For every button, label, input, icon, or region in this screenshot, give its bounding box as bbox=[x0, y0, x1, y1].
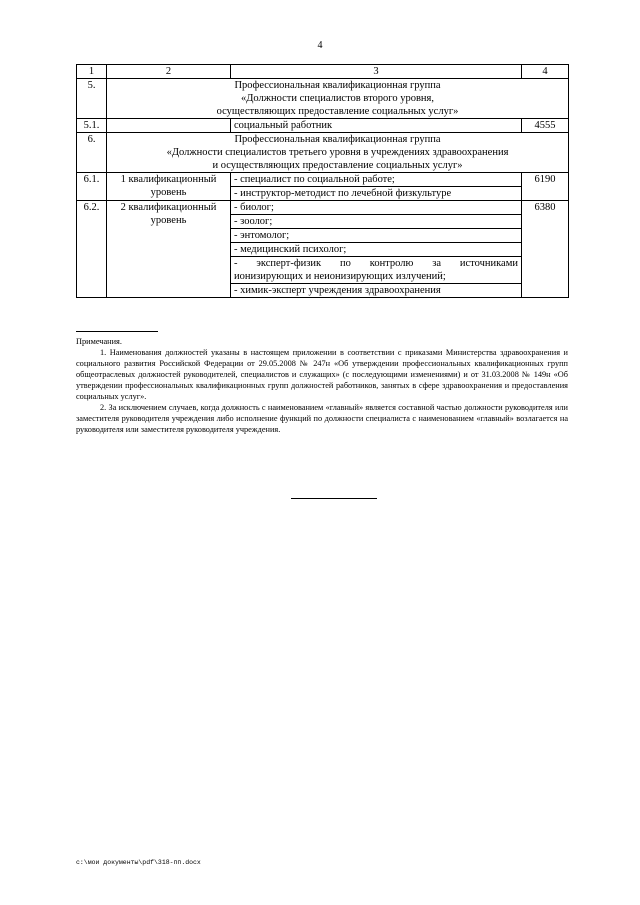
header-cell: 2 bbox=[107, 65, 231, 79]
note-paragraph: 2. За исключением случаев, когда должность с наименованием «главный» является составной частью должности руководителя или заместителя руководителя учреждения либо исполнение функций по должности специалиста с наименованием «главный» возлагается на руководителя или заместителя руководителя учреждения. bbox=[76, 403, 568, 434]
row-number: 6.2. bbox=[77, 201, 107, 298]
salary-cell: 6190 bbox=[522, 173, 569, 201]
position-line: - эксперт-физик по контролю за источниками bbox=[231, 256, 521, 270]
position-line: - биолог; bbox=[234, 202, 274, 213]
position-cell bbox=[231, 173, 522, 201]
level-cell bbox=[107, 119, 231, 133]
position-line: - инструктор-методист по лечебной физкультуре bbox=[231, 186, 521, 200]
position-line: - зоолог; bbox=[231, 214, 521, 228]
level-cell: 2 квалификационный уровень bbox=[107, 201, 231, 298]
group-title-line: «Должности специалистов третьего уровня в учреждениях здравоохранения bbox=[166, 147, 509, 158]
position-line: ионизирующих и неионизирующих излучений; bbox=[234, 271, 446, 282]
group-title bbox=[107, 133, 569, 173]
position-cell bbox=[231, 201, 522, 298]
group-title-line: Профессиональная квалификационная группа bbox=[234, 80, 441, 91]
qualification-table bbox=[76, 64, 569, 298]
position-line: - химик-эксперт учреждения здравоохранения bbox=[231, 283, 521, 297]
position-cell: социальный работник bbox=[231, 119, 522, 133]
group-title-line: осуществляющих предоставление социальных услуг» bbox=[216, 106, 459, 117]
row-number: 5.1. bbox=[77, 119, 107, 133]
row-number: 6. bbox=[77, 133, 107, 173]
note-paragraph: 1. Наименования должностей указаны в настоящем приложении в соответствии с приказами Министерства здравоохранения и социального развития Российской Федерации от 29.05.2008 № 247н «Об утверждении профессиональных квалификационных групп общеотраслевых должностей руководителей, специалистов и служащих» (с последующими изменениями) и от 31.03.2008 № 149н «Об утверждении профессиональных квалификационных групп должностей работников, занятых в сфере здравоохранения и предоставления социальных услуг». bbox=[76, 348, 568, 401]
row-number: 5. bbox=[77, 79, 107, 119]
document-end-line bbox=[291, 498, 377, 499]
position-line: - энтомолог; bbox=[231, 228, 521, 242]
group-title-line: и осуществляющих предоставление социальных услуг» bbox=[212, 160, 463, 171]
salary-cell: 4555 bbox=[522, 119, 569, 133]
header-cell: 3 bbox=[231, 65, 522, 79]
header-cell: 4 bbox=[522, 65, 569, 79]
table-row-5-1 bbox=[77, 119, 569, 133]
table-row-group-5 bbox=[77, 79, 569, 119]
table-row-6-1 bbox=[77, 173, 569, 201]
footer-file-path: c:\мои документы\pdf\318-пп.docx bbox=[76, 859, 201, 866]
position-line: - специалист по социальной работе; bbox=[234, 174, 395, 185]
level-cell: 1 квалификационный уровень bbox=[107, 173, 231, 201]
footnote-separator bbox=[76, 331, 158, 332]
group-title bbox=[107, 79, 569, 119]
group-title-line: Профессиональная квалификационная группа bbox=[234, 134, 441, 145]
group-title-line: «Должности специалистов второго уровня, bbox=[241, 93, 434, 104]
table-header-row bbox=[77, 65, 569, 79]
salary-cell: 6380 bbox=[522, 201, 569, 298]
table-row-group-6 bbox=[77, 133, 569, 173]
row-number: 6.1. bbox=[77, 173, 107, 201]
position-line: - медицинский психолог; bbox=[231, 242, 521, 256]
notes-section bbox=[76, 336, 568, 435]
header-cell: 1 bbox=[77, 65, 107, 79]
page-number: 4 bbox=[317, 40, 323, 51]
notes-title: Примечания. bbox=[76, 337, 122, 346]
table-row-6-2 bbox=[77, 201, 569, 298]
